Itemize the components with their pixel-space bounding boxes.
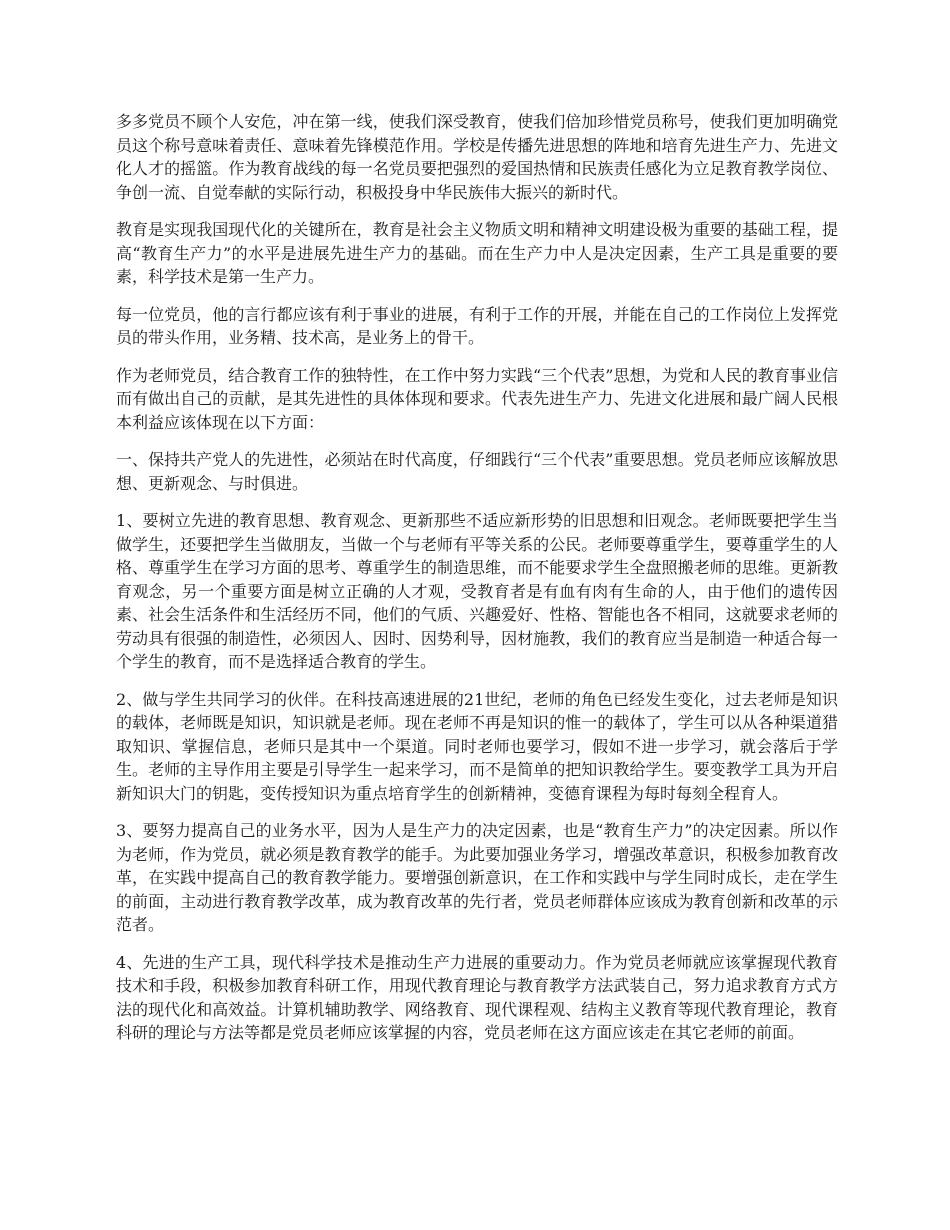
paragraph-point-1: 1、要树立先进的教育思想、教育观念、更新那些不适应新形势的旧思想和旧观念。老师既要把学生当做学生，还要把学生当做朋友，当做一个与老师有平等关系的公民。老师要尊重学生，要尊重学生的人格、尊重学生在学习方面的思考、尊重学生的制造思维，而不能要求学生全盘照搬老师的思维。更新教育观念，另一个重要方面是树立正确的人才观，受教育者是有血有肉有生命的人，由于他们的遗传因素、社会生活条件和生活经历不同，他们的气质、兴趣爱好、性格、智能也各不相同，这就要求老师的劳动具有很强的制造性，必须因人、因时、因势利导，因材施教，我们的教育应当是制造一种适合每一个学生的教育，而不是选择适合教育的学生。 — [116, 511, 838, 671]
section-heading-1: 一、保持共产党人的先进性，必须站在时代高度，仔细践行“三个代表”重要思想。党员老师应该解放思想、更新观念、与时俱进。 — [116, 450, 838, 493]
paragraph-3: 每一位党员，他的言行都应该有利于事业的进展，有利于工作的开展，并能在自己的工作岗位上发挥党员的带头作用，业务精、技术高，是业务上的骨干。 — [116, 304, 838, 347]
paragraph-point-4: 4、先进的生产工具，现代科学技术是推动生产力进展的重要动力。作为党员老师就应该掌握现代教育技术和手段，积极参加教育科研工作，用现代教育理论与教育教学方法武装自己，努力追求教育方式方法的现代化和高效益。计算机辅助教学、网络教育、现代课程观、结构主义教育等现代教育理论，教育科研的理论与方法等都是党员老师应该掌握的内容，党员老师在这方面应该走在其它老师的前面。 — [116, 952, 838, 1042]
paragraph-4: 作为老师党员，结合教育工作的独特性，在工作中努力实践“三个代表”思想，为党和人民的教育事业信而有做出自己的贡献，是其先进性的具体体现和要求。代表先进生产力、先进文化进展和最广阔人民根本利益应该体现在以下方面： — [116, 365, 838, 432]
paragraph-1: 多多党员不顾个人安危，冲在第一线，使我们深受教育，使我们倍加珍惜党员称号，使我们更加明确党员这个称号意味着责任、意味着先锋模范作用。学校是传播先进思想的阵地和培育先进生产力、先进文化人才的摇篮。作为教育战线的每一名党员要把强烈的爱国热情和民族责任感化为立足教育教学岗位、争创一流、自觉奉献的实际行动，积极投身中华民族伟大振兴的新时代。 — [116, 112, 838, 202]
paragraph-point-3: 3、要努力提高自己的业务水平，因为人是生产力的决定因素，也是“教育生产力”的决定因素。所以作为老师，作为党员，就必须是教育教学的能手。为此要加强业务学习，增强改革意识，积极参加教育改革，在实践中提高自己的教育教学能力。要增强创新意识，在工作和实践中与学生同时成长，走在学生的前面，主动进行教育教学改革，成为教育改革的先行者，党员老师群体应该成为教育创新和改革的示范者。 — [116, 821, 838, 934]
paragraph-point-2: 2、做与学生共同学习的伙伴。在科技高速进展的21世纪，老师的角色已经发生变化，过去老师是知识的载体，老师既是知识，知识就是老师。现在老师不再是知识的惟一的载体了，学生可以从各种渠道猎取知识、掌握信息，老师只是其中一个渠道。同时老师也要学习，假如不进一步学习，就会落后于学生。老师的主导作用主要是引导学生一起来学习，而不是简单的把知识教给学生。要变教学工具为开启新知识大门的钥匙，变传授知识为重点培育学生的创新精神，变德育课程为每时每刻全程育人。 — [116, 689, 838, 803]
paragraph-2: 教育是实现我国现代化的关键所在，教育是社会主义物质文明和精神文明建设极为重要的基础工程，提高“教育生产力”的水平是进展先进生产力的基础。而在生产力中人是决定因素，生产工具是重要的要素，科学技术是第一生产力。 — [116, 220, 838, 286]
